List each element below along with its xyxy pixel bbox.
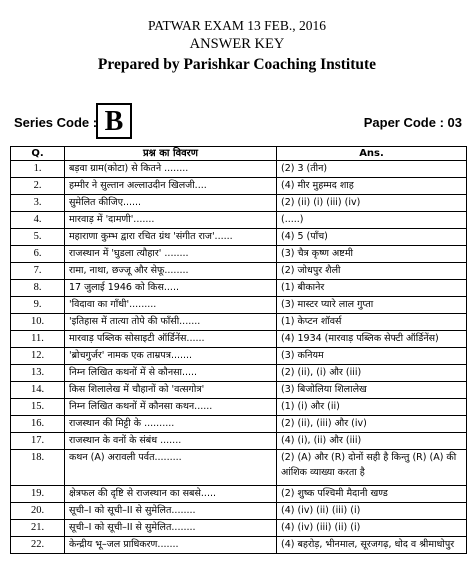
answer-cell: (2) (ii), (iii) और (iv): [277, 416, 467, 433]
question-description: महाराणा कुम्भ द्वारा रचित ग्रंथ 'संगीत राज'......: [65, 229, 277, 246]
question-description: किस शिलालेख में चौहानों को 'वत्सगोत्र': [65, 382, 277, 399]
question-number: 18.: [11, 450, 65, 486]
answer-cell: (4) मीर मुहम्मद शाह: [277, 178, 467, 195]
question-number: 21.: [11, 520, 65, 537]
question-description: रामा, नाथा, छज्जू और सेफू........: [65, 263, 277, 280]
question-description: 'इतिहास में तात्या तोपे की फाँसी.......: [65, 314, 277, 331]
answer-key-heading: ANSWER KEY: [189, 36, 285, 52]
table-row: [11, 348, 467, 365]
question-number: 1.: [11, 161, 65, 178]
answer-cell: (2) 3 (तीन): [277, 161, 467, 178]
question-description: 17 जुलाई 1946 को किस.....: [65, 280, 277, 297]
question-number: 22.: [11, 537, 65, 554]
answer-key-table: [10, 146, 467, 554]
answer-cell: (1) (i) और (ii): [277, 399, 467, 416]
question-description: कथन (A) अरावली पर्वत.........: [65, 450, 277, 486]
table-body: [11, 161, 467, 554]
question-number: 7.: [11, 263, 65, 280]
question-description: राजस्थान की मिट्टी के ..........: [65, 416, 277, 433]
question-description: सूची–I को सूची–II से सुमेलित........: [65, 503, 277, 520]
table-header-row: [11, 147, 467, 161]
question-number: 9.: [11, 297, 65, 314]
institute-heading: Prepared by Parishkar Coaching Institute: [97, 56, 377, 73]
question-description: 'विदावा का गाँधी'.........: [65, 297, 277, 314]
answer-cell: (4) 5 (पाँच): [277, 229, 467, 246]
answer-cell: (2) (ii) (i) (iii) (iv): [277, 195, 467, 212]
answer-cell: (3) कनियम: [277, 348, 467, 365]
question-number: 10.: [11, 314, 65, 331]
table-row: [11, 280, 467, 297]
answer-cell: (1) केप्टन शॉवर्स: [277, 314, 467, 331]
table-row: [11, 229, 467, 246]
question-number: 11.: [11, 331, 65, 348]
question-number: 2.: [11, 178, 65, 195]
question-description: केन्द्रीय भू–जल प्राधिकरण.......: [65, 537, 277, 554]
question-number: 8.: [11, 280, 65, 297]
question-description: राजस्थान के वनों के संबंध .......: [65, 433, 277, 450]
table-row: [11, 246, 467, 263]
table-row: [11, 433, 467, 450]
question-description: बड़वा ग्राम(कोटा) से कितने ........: [65, 161, 277, 178]
table-row: [11, 537, 467, 554]
question-description: मारवाड़ में 'दामणी'.......: [65, 212, 277, 229]
question-number: 20.: [11, 503, 65, 520]
table-row: [11, 161, 467, 178]
series-code-box: B: [96, 103, 132, 139]
table-row: [11, 297, 467, 314]
question-number: 16.: [11, 416, 65, 433]
answer-cell: (4) (iv) (iii) (ii) (i): [277, 520, 467, 537]
question-number: 4.: [11, 212, 65, 229]
question-description: 'ब्रोचगुर्जर' नामक एक ताम्रपत्र.......: [65, 348, 277, 365]
question-number: 5.: [11, 229, 65, 246]
question-number: 19.: [11, 486, 65, 503]
answer-cell: (2) जोधपुर शैली: [277, 263, 467, 280]
table-row: [11, 212, 467, 229]
question-number: 13.: [11, 365, 65, 382]
code-row: [10, 103, 466, 145]
answer-cell: (.....): [277, 212, 467, 229]
table-row: [11, 263, 467, 280]
table-row: [11, 416, 467, 433]
header-description: प्रश्न का विवरण: [65, 147, 277, 161]
series-code-label: Series Code :: [14, 115, 98, 130]
table-row: [11, 314, 467, 331]
table-row: [11, 399, 467, 416]
table-row: [11, 331, 467, 348]
answer-cell: (3) चैत्र कृष्ण अष्टमी: [277, 246, 467, 263]
question-description: सुमेलित कीजिए......: [65, 195, 277, 212]
question-number: 3.: [11, 195, 65, 212]
question-description: क्षेत्रफल की दृष्टि से राजस्थान का सबसे.....: [65, 486, 277, 503]
table-row: [11, 450, 467, 486]
table-row: [11, 486, 467, 503]
answer-cell: (3) मास्टर प्यारे लाल गुप्ता: [277, 297, 467, 314]
answer-cell: (4) (iv) (ii) (iii) (i): [277, 503, 467, 520]
answer-cell: (1) बीकानेर: [277, 280, 467, 297]
answer-cell: (4) (i), (ii) और (iii): [277, 433, 467, 450]
table-row: [11, 520, 467, 537]
table-row: [11, 178, 467, 195]
table-row: [11, 195, 467, 212]
answer-cell: (4) 1934 (मारवाड़ पब्लिक सेफ्टी ऑर्डिनेंस): [277, 331, 467, 348]
table-row: [11, 382, 467, 399]
question-description: निम्न लिखित कथनों में कौनसा कथन......: [65, 399, 277, 416]
question-number: 15.: [11, 399, 65, 416]
answer-cell: (2) (A) और (R) दोनों सही है किन्तु (R) (A) की आंशिक व्याख्या करता है: [277, 450, 467, 486]
question-description: राजस्थान में 'घुडला त्यौहार' ........: [65, 246, 277, 263]
question-number: 14.: [11, 382, 65, 399]
question-description: हम्मीर ने सुल्तान अल्लाउदीन खिलजी....: [65, 178, 277, 195]
question-number: 6.: [11, 246, 65, 263]
paper-code-label: Paper Code : 03: [363, 115, 462, 130]
answer-cell: (3) बिजोलिया शिलालेख: [277, 382, 467, 399]
answer-cell: (2) (ii), (i) और (iii): [277, 365, 467, 382]
question-description: सूची–I को सूची–II से सुमेलित........: [65, 520, 277, 537]
header-answer: Ans.: [277, 147, 467, 161]
question-description: मारवाड़ पब्लिक सोसाइटी ऑर्डिनेंस......: [65, 331, 277, 348]
question-description: निम्न लिखित कथनों में से कौनसा.....: [65, 365, 277, 382]
question-number: 17.: [11, 433, 65, 450]
table-row: [11, 365, 467, 382]
answer-cell: (2) शुष्क पश्चिमी मैदानी खण्ड: [277, 486, 467, 503]
table-row: [11, 503, 467, 520]
header-q: Q.: [11, 147, 65, 161]
question-number: 12.: [11, 348, 65, 365]
exam-title: PATWAR EXAM 13 FEB., 2016: [147, 18, 327, 33]
answer-cell: (4) बहरोड़, भीनमाल, सूरजगढ़, धोद व श्रीमाधोपुर: [277, 537, 467, 554]
